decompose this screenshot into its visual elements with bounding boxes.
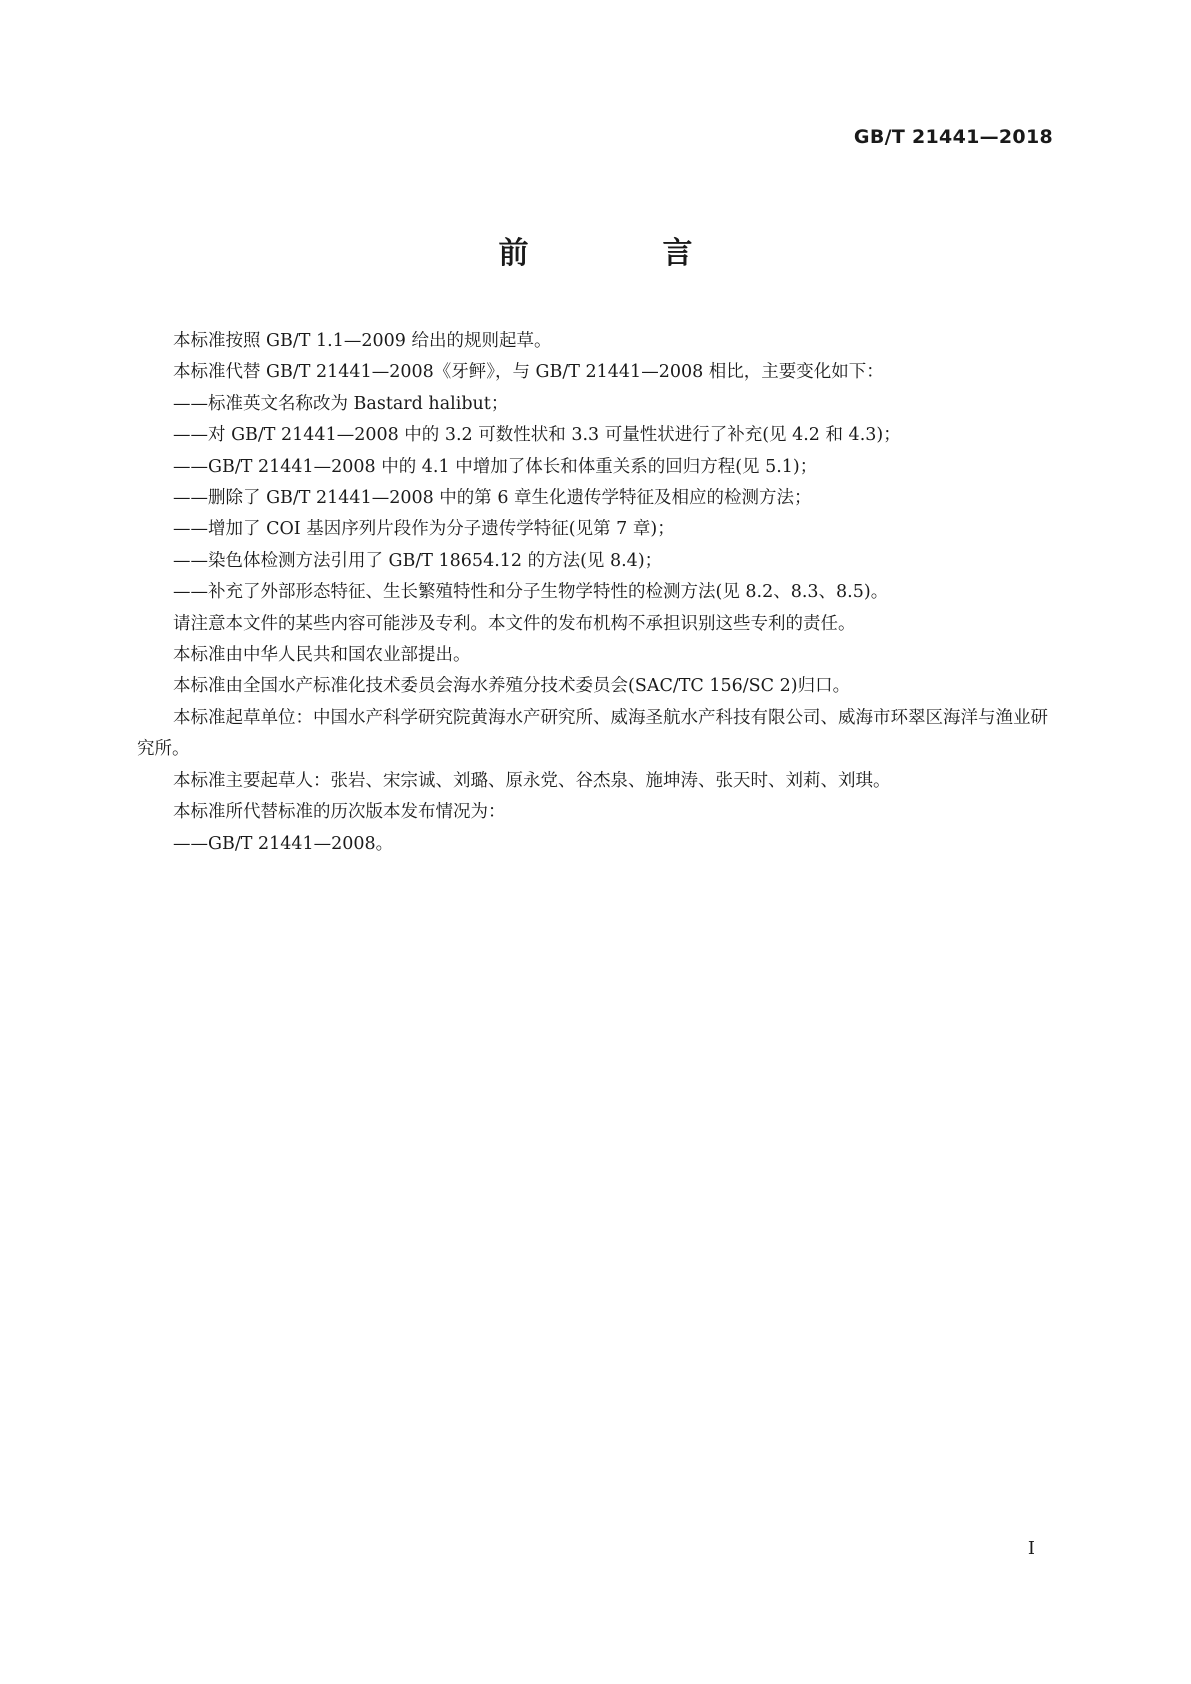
page-title: 前 言 — [498, 236, 745, 271]
paragraph-replacement: 本标准代替 GB/T 21441—2008《牙鲆》，与 GB/T 21441—2008 相比，主要变化如下： — [173, 362, 884, 383]
paragraph-patent-notice: 请注意本文件的某些内容可能涉及专利。本文件的发布机构不承担识别这些专利的责任。 — [173, 613, 856, 634]
change-item-chromosome: ——染色体检测方法引用了 GB/T 18654.12 的方法(见 8.4)； — [173, 550, 663, 571]
change-item-english-name: ——标准英文名称改为 Bastard halibut； — [173, 393, 509, 414]
paragraph-drafting-units: 本标准起草单位：中国水产科学研究院黄海水产研究所、威海圣航水产科技有限公司、威海市环翠区海洋与渔业研究所。 — [137, 707, 1048, 760]
change-item-methods: ——补充了外部形态特征、生长繁殖特性和分子生物学特性的检测方法(见 8.2、8.3、8.5)。 — [173, 582, 889, 603]
paragraph-drafters: 本标准主要起草人：张岩、宋宗诚、刘璐、原永党、谷杰泉、施坤涛、张天时、刘莉、刘琪。 — [173, 770, 891, 791]
change-item-coi: ——增加了 COI 基因序列片段作为分子遗传学特征(见第 7 章)； — [173, 519, 675, 540]
page-number: I — [1027, 1538, 1035, 1559]
standard-code: GB/T 21441—2018 — [853, 126, 1053, 148]
paragraph-previous-editions: 本标准所代替标准的历次版本发布情况为： — [173, 802, 506, 823]
paragraph-proposer: 本标准由中华人民共和国农业部提出。 — [173, 645, 471, 666]
previous-edition-item: ——GB/T 21441—2008。 — [173, 833, 394, 854]
foreword-body — [137, 326, 1055, 860]
change-item-deleted-chapter: ——删除了 GB/T 21441—2008 中的第 6 章生化遗传学特征及相应的检测方法； — [173, 488, 812, 509]
paragraph-drafting-rules: 本标准按照 GB/T 1.1—2009 给出的规则起草。 — [173, 331, 552, 351]
change-item-traits: ——对 GB/T 21441—2008 中的 3.2 可数性状和 3.3 可量性状进行了补充(见 4.2 和 4.3)； — [173, 425, 901, 446]
change-item-regression: ——GB/T 21441—2008 中的 4.1 中增加了体长和体重关系的回归方程(见 5.1)； — [173, 456, 818, 477]
paragraph-committee: 本标准由全国水产标准化技术委员会海水养殖分技术委员会(SAC/TC 156/SC 2)归口。 — [173, 676, 851, 697]
